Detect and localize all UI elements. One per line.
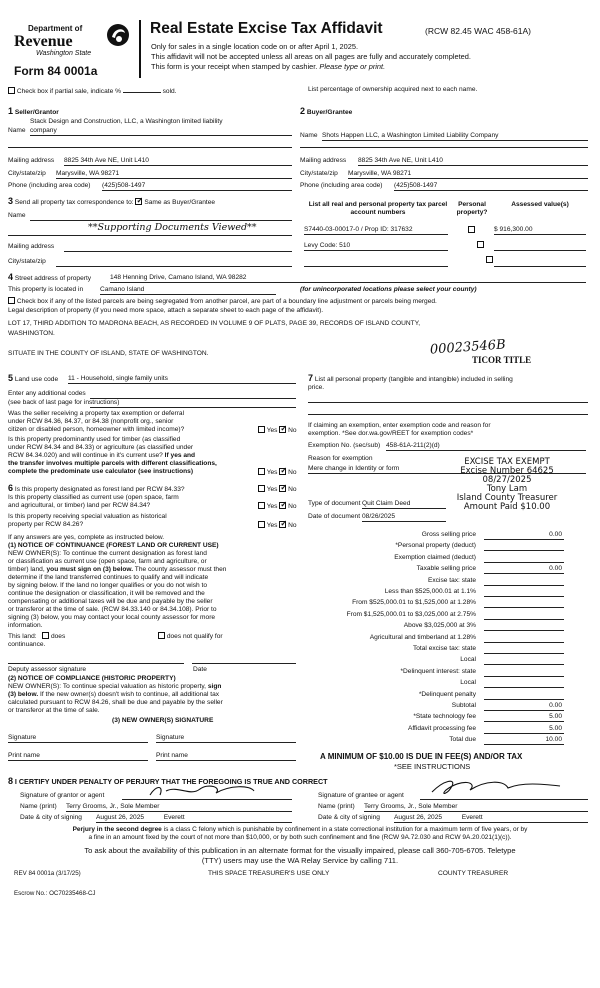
q-timber-no-checkbox[interactable]	[279, 468, 286, 475]
seller-number: 1	[8, 106, 14, 116]
reason-field[interactable]: Mere change in Identity or form	[308, 465, 586, 474]
revision-label: REV 84 0001a (3/17/25)	[14, 870, 81, 877]
correspondence-mail-label: Mailing address	[8, 243, 55, 250]
form-citation: (RCW 82.45 WAC 458-61A)	[425, 26, 531, 36]
legal-label: Legal description of property (if you need more space, attach a separate sheet to each page of the affidavit).	[8, 307, 324, 314]
correspondence-name-field[interactable]	[30, 212, 292, 221]
header-instr3a: This form is your receipt when stamped by cashier.	[151, 62, 318, 71]
q-exempt-line2: under RCW 84.36, 84.37, or 84.38 (nonprofit org., senior	[8, 418, 174, 425]
header-instr2: This affidavit will not be accepted unless all areas on all pages are fully and accurately completed.	[151, 52, 471, 61]
forest-q2-no-label: No	[288, 503, 297, 510]
owner-printname2-line[interactable]	[156, 752, 296, 761]
notice1-text3b: you must sign on (3) below.	[46, 566, 134, 573]
notice1-text10: information.	[8, 622, 43, 629]
partial-sale-row	[8, 86, 298, 96]
q-timber-line5: complete the predominate use calculator (see instructions)	[8, 468, 194, 475]
tax-row-amount[interactable]	[484, 656, 564, 665]
tax-row-amount[interactable]	[484, 588, 564, 597]
tax-row-label: Affidavit processing fee	[407, 725, 476, 732]
tax-row-amount[interactable]	[484, 554, 564, 563]
q-exempt-no-label: No	[288, 427, 297, 434]
tax-row-label: Local	[460, 656, 476, 663]
legal-line2: WASHINGTON.	[8, 330, 55, 337]
alt-format-line2: (TTY) users may use the WA Relay Service by calling 711.	[201, 856, 399, 865]
landuse-number: 5	[8, 373, 14, 383]
tax-row-amount[interactable]: 5.00	[484, 725, 564, 734]
tax-row-amount[interactable]: 0.00	[484, 702, 564, 711]
exemption-no-field[interactable]: 458-61A-211(2)(d)	[386, 442, 586, 451]
forest-q1-text: Is this property designated as forest land per RCW 84.33?	[14, 486, 185, 493]
tax-row-amount[interactable]	[484, 599, 564, 608]
dor-logo	[14, 18, 134, 62]
tax-row-amount[interactable]	[484, 622, 564, 631]
tax-row-label: *Delinquent interest: state	[400, 668, 476, 675]
personal-text1: List all personal property (tangible and intangible) included in selling	[314, 376, 513, 383]
segregated-row	[8, 297, 437, 306]
notice1-text2: or classification as current use (open space, farm and agriculture, or	[8, 558, 207, 565]
forest-q2-yes-label: Yes	[266, 503, 278, 510]
owner-printname2-label: Print name	[156, 752, 188, 759]
tax-row-label: Agricultural and timberland at 1.28%	[369, 634, 476, 641]
dor-swoosh-icon	[106, 22, 130, 48]
personal-line2[interactable]	[308, 407, 588, 415]
exempt-stamp-line5: Island County Treasurer	[456, 492, 558, 503]
correspondence-city-field[interactable]	[56, 258, 292, 267]
owner-signature1-line[interactable]	[8, 734, 148, 743]
land-does-not-label: does not qualify for	[166, 633, 223, 640]
notice1-text3	[8, 566, 226, 574]
tax-row-label: From $525,000.01 to $1,525,000 at 1.28%	[352, 599, 476, 606]
tax-row-label: Total excise tax: state	[412, 645, 476, 652]
correspondence-heading	[8, 196, 215, 207]
grantor-signature	[142, 783, 272, 799]
landuse-additional-note: (see back of last page for instructions)	[8, 399, 120, 406]
buyer-phone-field[interactable]: (425)508-1497	[394, 182, 588, 191]
reason-label: Reason for exemption	[308, 455, 373, 462]
owner-printname1-label: Print name	[8, 752, 40, 759]
personal-number: 7	[308, 373, 314, 383]
tax-row-amount[interactable]	[484, 542, 564, 551]
seller-name-line1: Stack Design and Construction, LLC, a Washington limited liability	[30, 118, 223, 125]
land-does-not-row	[158, 632, 223, 641]
q-timber-no-label: No	[288, 469, 297, 476]
q-exempt-line1: Was the seller receiving a property tax exemption or deferral	[8, 410, 185, 417]
buyer-number: 2	[300, 106, 306, 116]
grantee-name-field[interactable]: Terry Grooms, Jr., Sole Member	[364, 803, 588, 812]
forest-if-yes: If any answers are yes, complete as instructed below.	[8, 534, 165, 541]
ticor-order-number: 00023546B	[429, 337, 507, 358]
seller-mail-label: Mailing address	[8, 157, 55, 164]
parcels-header-personal: Personal property?	[456, 201, 488, 217]
tax-row-amount[interactable]	[484, 634, 564, 643]
parcel-row3-personal-checkbox[interactable]	[486, 256, 493, 263]
grantee-city-value: Everett	[461, 814, 483, 821]
parcels-header-value: Assessed value(s)	[511, 201, 569, 208]
doc-date-label: Date of document	[308, 513, 361, 520]
header-divider	[139, 20, 141, 78]
q-timber-line2: under RCW 84.34 and 84.33) or agriculture (as classified under	[8, 444, 194, 451]
parcel-row1-value[interactable]: $ 916,300.00	[494, 226, 586, 235]
notice1-text7: compensating or additional taxes will be due and payable by the seller	[8, 598, 213, 605]
perjury-notice-line1	[10, 826, 590, 834]
treasurer-use-label: THIS SPACE TREASURER'S USE ONLY	[208, 870, 330, 877]
seller-name-field[interactable]	[30, 127, 292, 136]
supporting-docs-stamp: **Supporting Documents Viewed**	[88, 222, 257, 233]
q-timber-line1: Is this property predominantly used for timber (as classified	[8, 436, 181, 443]
parcel-row2-number[interactable]: Levy Code: 510	[304, 242, 448, 251]
land-does-not-checkbox[interactable]	[158, 632, 165, 639]
tax-row-label: Exemption claimed (deduct)	[394, 554, 476, 561]
exempt-stamp-line3: 08/27/2025	[482, 474, 532, 485]
owner-signature1-label: Signature	[8, 734, 37, 741]
grantee-date-value: August 26, 2025	[394, 814, 443, 821]
q-exempt-line3: citizen or disabled person, homeowner with limited income)?	[8, 426, 185, 433]
property-located-field[interactable]: Camano Island	[100, 286, 276, 295]
escrow-number: Escrow No.: OC70235468-CJ	[14, 890, 96, 897]
notice2-text1	[8, 683, 221, 691]
tax-row-amount[interactable]	[484, 668, 564, 677]
county-treasurer-label: COUNTY TREASURER	[438, 870, 509, 877]
forest-q1-no-checkbox[interactable]	[279, 485, 286, 492]
landuse-code-field[interactable]: 11 - Household, single family units	[68, 375, 296, 384]
correspondence-extra-line	[8, 234, 292, 236]
grantee-name-label: Name (print)	[318, 803, 355, 810]
tax-row-amount[interactable]: 0.00	[484, 531, 564, 540]
this-land-label: This land:	[8, 633, 37, 640]
notice1-title: (1) NOTICE OF CONTINUANCE (FOREST LAND OR CURRENT USE)	[8, 542, 219, 549]
deputy-assessor-date-line[interactable]	[192, 658, 296, 664]
form-title: Real Estate Excise Tax Affidavit	[150, 20, 383, 37]
owner-signature2-line[interactable]	[156, 734, 296, 743]
forest-q1-answer	[258, 485, 297, 494]
forest-q1-yes-checkbox[interactable]	[258, 485, 265, 492]
notice2-title: (2) NOTICE OF COMPLIANCE (HISTORIC PROPERTY)	[8, 675, 176, 682]
q-exempt-no-checkbox[interactable]	[279, 426, 286, 433]
doc-type-field[interactable]: Quit Claim Deed	[362, 500, 446, 509]
q-timber-yes-checkbox[interactable]	[258, 468, 265, 475]
landuse-additional-field2[interactable]	[90, 399, 296, 408]
forest-q3-yes-label: Yes	[266, 522, 278, 529]
deputy-date-label: Date	[193, 666, 207, 673]
grantor-signature-line[interactable]	[122, 790, 292, 800]
notice1-text5: by signing below. If the land no longer qualifies or you do not wish to	[8, 582, 208, 589]
notice3-title: (3) NEW OWNER(S) SIGNATURE	[112, 717, 214, 724]
notice2-text2b: If the new owner(s) doesn't wish to continue, all additional tax	[40, 691, 220, 698]
exempt-claim2: exemption. *See dor.wa.gov/REET for exemption codes*	[308, 430, 474, 437]
tax-row-label: Taxable selling price	[416, 565, 476, 572]
tax-row-label: From $1,525,000.01 to $3,025,000 at 2.75%	[346, 611, 476, 618]
forest-q3-no-label: No	[288, 522, 297, 529]
exempt-stamp-line1: EXCISE TAX EXEMPT	[464, 457, 550, 467]
tax-row-label: Excise tax: state	[427, 577, 476, 584]
parcel-row2-personal-checkbox[interactable]	[477, 241, 484, 248]
continuance-label: continuance.	[8, 641, 46, 648]
seller-name-extra-line	[8, 146, 292, 148]
see-instructions-note: *SEE INSTRUCTIONS	[394, 762, 471, 771]
landuse-additional-field[interactable]	[90, 390, 296, 399]
tax-row-amount[interactable]	[484, 645, 564, 654]
tax-row-label: Local	[460, 679, 476, 686]
segregated-text: Check box if any of the listed parcels are being segregated from another parcel, are part of a boundary line adjustment or parcels being merged.	[16, 298, 437, 305]
header-instr3b: Please type or print.	[319, 62, 386, 71]
forest-q1	[8, 483, 185, 494]
exemption-no-label: Exemption No. (sec/sub)	[308, 442, 381, 449]
seller-title: Seller/Grantor	[14, 109, 59, 116]
parcels-header-list: List all real and personal property tax parcel account numbers	[308, 201, 448, 217]
forest-q3-no-checkbox[interactable]	[279, 521, 286, 528]
forest-q1-yes-label: Yes	[266, 486, 278, 493]
segregated-checkbox[interactable]	[8, 297, 15, 304]
certify-title: I CERTIFY UNDER PENALTY OF PERJURY THAT THE FOREGOING IS TRUE AND CORRECT	[14, 777, 328, 786]
tax-row-label: Less than $525,000.01 at 1.1%	[384, 588, 476, 595]
correspondence-text: Send all property tax correspondence to:	[14, 199, 134, 206]
tax-row-amount[interactable]	[484, 679, 564, 688]
owner-signature2-label: Signature	[156, 734, 185, 741]
perjury-bold: Perjury in the second degree	[72, 826, 162, 833]
grantor-city-value: Everett	[163, 814, 185, 821]
dept-line1: Department of	[28, 24, 83, 33]
q-exempt-yes-checkbox[interactable]	[258, 426, 265, 433]
notice2-text1b: sign	[207, 683, 222, 690]
seller-city-field[interactable]: Marysville, WA 98271	[56, 170, 292, 179]
notice2-text2	[8, 691, 219, 699]
forest-q3-answer	[258, 521, 297, 530]
landuse-label: Land use code	[14, 376, 59, 383]
forest-number: 6	[8, 483, 14, 493]
buyer-name-extra-line	[300, 146, 588, 148]
buyer-mail-label: Mailing address	[300, 157, 347, 164]
notice2-text1a: NEW OWNER(S): To continue special valuation as historic property,	[8, 683, 207, 690]
q-timber-line3b: If yes and	[164, 452, 196, 459]
exempt-claim1: If claiming an exemption, enter exemption code and reason for	[308, 422, 491, 429]
property-street-field[interactable]: 148 Henning Drive, Camano Island, WA 98282	[110, 274, 586, 283]
same-as-buyer-checkbox[interactable]	[135, 198, 142, 205]
dept-line2: Revenue	[14, 33, 73, 50]
notice1-text9: signing (3) below, you may contact your local county assessor for more	[8, 614, 216, 621]
tax-row-amount[interactable]	[484, 577, 564, 586]
parcel-row2-value[interactable]	[494, 242, 586, 251]
grantor-date-value: August 26, 2025	[96, 814, 145, 821]
personal-text2: price.	[308, 384, 325, 391]
partial-sale-label: Check box if partial sale, indicate %	[16, 88, 121, 95]
notice1-text3a: timber) land,	[8, 566, 45, 573]
buyer-phone-label: Phone (including area code)	[300, 182, 383, 189]
parcel-row3-value[interactable]	[494, 258, 586, 267]
perjury-rest: is a class C felony which is punishable by confinement in a state correctional institution for a maximum term of five years, or by	[163, 826, 528, 833]
ownership-note: List percentage of ownership acquired next to each name.	[308, 86, 478, 93]
correspondence-mail-field[interactable]	[64, 243, 292, 252]
personal-line1[interactable]	[308, 395, 588, 403]
header-instr1: Only for sales in a single location code on or after April 1, 2025.	[151, 42, 359, 51]
property-number: 4	[8, 272, 14, 282]
form-number: Form 84 0001a	[14, 64, 98, 78]
buyer-name-field[interactable]: Shots Happen LLC, a Washington Limited Liability Company	[322, 132, 588, 141]
grantee-sig-label: Signature of grantee or agent	[318, 792, 404, 799]
partial-sale-percent-field[interactable]	[123, 86, 161, 93]
partial-sale-checkbox[interactable]	[8, 87, 15, 94]
ticor-title-stamp: TICOR TITLE	[472, 355, 532, 365]
q-exempt-yes-label: Yes	[266, 427, 278, 434]
forest-q3b: property per RCW 84.26?	[8, 521, 84, 528]
deputy-assessor-label: Deputy assessor signature	[8, 666, 87, 673]
seller-heading	[8, 106, 59, 117]
correspondence-city-label: City/state/zip	[8, 258, 46, 265]
parcel-row1-personal-checkbox[interactable]	[468, 226, 475, 233]
grantor-name-label: Name (print)	[20, 803, 57, 810]
minimum-due-note: A MINIMUM OF $10.00 IS DUE IN FEE(S) AND/OR TAX	[320, 752, 523, 761]
grantor-name-field[interactable]: Terry Grooms, Jr., Sole Member	[66, 803, 292, 812]
doc-type-label: Type of document	[308, 500, 361, 507]
alt-format-line1: To ask about the availability of this publication in an alternate format for the visually impaired, please call 360-705-6705. Teletype	[84, 846, 516, 855]
land-does-label: does	[50, 633, 66, 640]
exempt-stamp-line6: Amount Paid $10.00	[463, 501, 551, 512]
tax-row-label: Gross selling price	[421, 531, 476, 538]
partial-sale-sold: sold.	[162, 88, 177, 95]
dept-line3: Washington State	[36, 50, 92, 57]
tax-row-label: *State technology fee	[413, 713, 476, 720]
landuse-heading	[8, 373, 58, 384]
forest-q1-no-label: No	[288, 486, 297, 493]
landuse-additional-label: Enter any additional codes	[8, 390, 86, 397]
buyer-city-field[interactable]: Marysville, WA 98271	[348, 170, 588, 179]
property-located-label: This property is located in	[8, 286, 84, 293]
forest-q2-no-checkbox[interactable]	[279, 502, 286, 509]
forest-q3a: Is this property receiving special valuation as historical	[8, 513, 167, 520]
owner-printname1-line[interactable]	[8, 752, 148, 761]
tax-row-label: *Delinquent penalty	[418, 691, 476, 698]
tax-row-amount[interactable]	[484, 611, 564, 620]
perjury-notice-line2: a fine in an amount fixed by the court of not more than $10,000, or by both such confinement and fine (RCW 9A.72.030 and RCW 9A.20.021(1)(c)).	[88, 834, 512, 841]
notice1-text1: NEW OWNER(S): To continue the current designation as forest land	[8, 550, 207, 557]
tax-row-amount[interactable]: 5.00	[484, 713, 564, 722]
doc-date-field[interactable]: 08/26/2025	[362, 513, 446, 522]
forest-q2b: and agricultural, or timber) land per RCW 84.34?	[8, 502, 151, 509]
tax-row-label: Total due	[449, 736, 476, 743]
legal-line1: LOT 17, THIRD ADDITION TO MADRONA BEACH, AS RECORDED IN VOLUME 9 OF PLATS, PAGE 39, RECORDS OF ISLAND COUNTY,	[8, 320, 421, 327]
seller-name-label: Name	[8, 127, 26, 134]
parcel-row1-number[interactable]: S7440-03-00017-0 / Prop ID: 317632	[304, 226, 448, 235]
seller-city-label: City/state/zip	[8, 170, 46, 177]
tax-row-amount[interactable]	[484, 691, 564, 700]
q-exempt-answer	[258, 426, 297, 435]
tax-row-amount[interactable]: 10.00	[484, 736, 564, 745]
q-timber-line4: the transfer involves multiple parcels with different classifications,	[8, 460, 217, 467]
buyer-mail-field[interactable]: 8825 34th Ave NE, Unit L410	[358, 157, 588, 166]
grantor-date-label: Date & city of signing	[20, 814, 82, 821]
notice1-text3c: The county assessor must then	[134, 566, 227, 573]
exempt-stamp-line4: Tony Lam	[486, 483, 528, 494]
property-located-note: (for unincorporated locations please select your county)	[300, 286, 477, 293]
forest-q2a: Is this property classified as current use (open space, farm	[8, 494, 179, 501]
grantee-signature-line[interactable]	[420, 790, 588, 800]
q-timber-line3a: RCW 84.34.020) and will continue in it's current use?	[8, 452, 163, 459]
certify-number: 8	[8, 776, 14, 786]
property-street-label: Street address of property	[14, 275, 92, 282]
notice1-text6: continue the designation or classification, it will be removed and the	[8, 590, 205, 597]
property-street-row	[8, 272, 91, 283]
buyer-heading	[300, 106, 352, 117]
tax-row-amount[interactable]: 0.00	[484, 565, 564, 574]
seller-name-line2: company	[30, 127, 57, 134]
notice1-text4: determine if the land transferred continues to qualify and will indicate	[8, 574, 209, 581]
land-does-checkbox[interactable]	[42, 632, 49, 639]
forest-q3-yes-checkbox[interactable]	[258, 521, 265, 528]
grantee-signature	[426, 776, 566, 798]
q-timber-answer	[258, 468, 297, 477]
correspondence-number: 3	[8, 196, 14, 206]
grantee-date-field[interactable]	[394, 814, 588, 823]
seller-phone-label: Phone (including area code)	[8, 182, 91, 189]
notice2-text2a: (3) below.	[8, 691, 39, 698]
tax-row-label: Subtotal	[451, 702, 476, 709]
q-timber-yes-label: Yes	[266, 469, 278, 476]
exempt-stamp-line2: Excise Number 64625	[460, 465, 554, 476]
notice1-text8: or transferor at the time of sale. (RCW 84.33.140 or 84.34.108). Prior to	[8, 606, 217, 613]
this-land-row	[8, 632, 65, 641]
q-timber-line3	[8, 452, 195, 460]
tax-row-label: Above $3,025,000 at 3%	[403, 622, 476, 629]
grantor-date-field[interactable]	[96, 814, 292, 823]
excise-exempt-stamp	[436, 458, 578, 512]
same-as-buyer-label: Same as Buyer/Grantee	[144, 199, 216, 206]
header-instr3	[151, 62, 385, 71]
seller-phone-field[interactable]: (425)508-1497	[102, 182, 292, 191]
buyer-city-label: City/state/zip	[300, 170, 338, 177]
notice2-text3: calculated pursuant to RCW 84.26, shall be due and payable by the seller	[8, 699, 223, 706]
forest-q2-yes-checkbox[interactable]	[258, 502, 265, 509]
seller-mail-field[interactable]: 8825 34th Ave NE, Unit L410	[64, 157, 292, 166]
personal-heading	[308, 373, 513, 384]
forest-q2-answer	[258, 502, 297, 511]
parcel-row3-number[interactable]	[304, 258, 448, 267]
deputy-assessor-signature-line[interactable]	[8, 658, 184, 664]
buyer-name-label: Name	[300, 132, 318, 139]
tax-row-label: *Personal property (deduct)	[395, 542, 476, 549]
buyer-title: Buyer/Grantee	[306, 109, 353, 116]
grantee-date-label: Date & city of signing	[318, 814, 380, 821]
correspondence-name-label: Name	[8, 212, 26, 219]
notice2-text4: or transferor at the time of sale.	[8, 707, 100, 714]
legal-line3: SITUATE IN THE COUNTY OF ISLAND, STATE OF WASHINGTON.	[8, 350, 209, 357]
grantor-sig-label: Signature of grantor or agent	[20, 792, 105, 799]
